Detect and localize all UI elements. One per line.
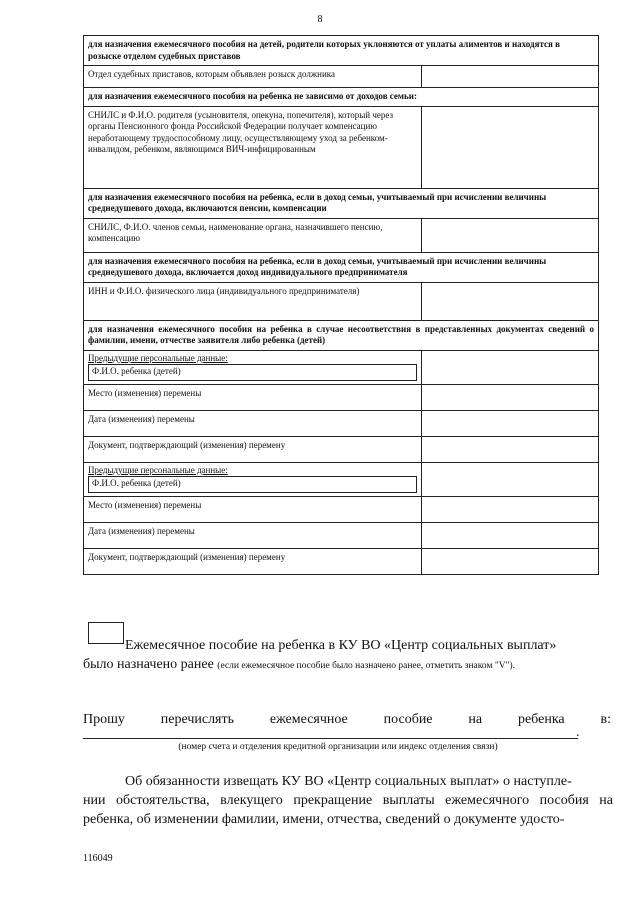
inn-field[interactable]	[422, 282, 599, 320]
footer-code: 116049	[83, 853, 113, 864]
table-row	[84, 350, 599, 384]
payment-request-line	[83, 710, 611, 729]
table-row	[84, 106, 599, 188]
child-name-field[interactable]	[422, 350, 599, 384]
request-word: в:	[600, 712, 611, 727]
previous-data-label: Предыдущие персональные данные:	[88, 352, 228, 363]
change-document-field[interactable]	[422, 549, 599, 575]
obligation-line1: Об обязанности извещать КУ ВО «Центр социальных выплат» о наступле-	[125, 774, 572, 789]
previous-assignment-line1: Ежемесячное пособие на ребенка в КУ ВО «Центр социальных выплат»	[125, 638, 557, 653]
section-header: для назначения ежемесячного пособия на ребенка в случае несоответствия в представленных документах сведений о фамилии, имени, отчестве заявителя либо ребенка (детей)	[84, 320, 599, 350]
field-label: Документ, подтверждающий (изменения) перемену	[84, 549, 422, 575]
income-independent-section-header	[84, 88, 599, 107]
pensions-section-header	[84, 188, 599, 218]
field-label: Документ, подтверждающий (изменения) перемену	[84, 437, 422, 463]
change-place-field[interactable]	[422, 497, 599, 523]
table-row	[84, 497, 599, 523]
section-header: для назначения ежемесячного пособия на детей, родители которых уклоняются от уплаты алиментов и находятся в розыске отделом судебных приставов	[84, 36, 599, 66]
request-word: перечислять	[160, 712, 234, 727]
table-row	[84, 437, 599, 463]
section-header: для назначения ежемесячного пособия на ребенка, если в доход семьи, учитываемый при исчислении величины среднедушевого дохода, включаются пенсии, компенсации	[84, 188, 599, 218]
section-header: для назначения ежемесячного пособия на ребенка не зависимо от доходов семьи:	[84, 88, 599, 107]
table-row	[84, 66, 599, 88]
field-label: Место (изменения) перемены	[84, 385, 422, 411]
change-date-field[interactable]	[422, 523, 599, 549]
subgroup-cell	[84, 350, 422, 384]
previous-data-label: Предыдущие персональные данные:	[88, 465, 228, 476]
field-label: Ф.И.О. ребенка (детей)	[88, 476, 417, 494]
field-label: СНИЛС, Ф.И.О. членов семьи, наименование органа, назначившего пенсию, компенсацию	[84, 218, 422, 252]
field-label: Ф.И.О. ребенка (детей)	[88, 364, 417, 382]
table-row	[84, 218, 599, 252]
table-row	[84, 463, 599, 497]
subgroup-cell	[84, 463, 422, 497]
obligation-text: нии обстоятельства, влекущего прекращение выплаты ежемесячного пособия на ребенка, об изменении фамилии, имени, отчества, сведений о документе удосто-	[83, 793, 613, 828]
field-label: Дата (изменения) перемены	[84, 411, 422, 437]
field-label: Отдел судебных приставов, которым объявлен розыск должника	[84, 66, 422, 88]
child-name-field[interactable]	[422, 463, 599, 497]
snils-caregiver-field[interactable]	[422, 106, 599, 188]
request-word: на	[468, 712, 483, 727]
table-row	[84, 385, 599, 411]
previous-assignment-note: (если ежемесячное пособие было назначено ранее, отметить знаком "V").	[217, 661, 515, 672]
previous-assignment-text	[83, 636, 613, 674]
request-word: Прошу	[83, 712, 125, 727]
table-row	[84, 411, 599, 437]
request-word: пособие	[383, 712, 433, 727]
section-header: для назначения ежемесячного пособия на ребенка, если в доход семьи, учитываемый при исчислении величины среднедушевого дохода, включается доход индивидуального предпринимателя	[84, 252, 599, 282]
field-label: ИНН и Ф.И.О. физического лица (индивидуального предпринимателя)	[84, 282, 422, 320]
change-document-field[interactable]	[422, 437, 599, 463]
previous-assignment-line2	[83, 655, 613, 674]
change-place-field[interactable]	[422, 385, 599, 411]
field-label: СНИЛС и Ф.И.О. родителя (усыновителя, опекуна, попечителя), который через органы Пенсионного фонда Российской Федерации получает компенсацию неработающему трудоспособному лицу, осуществляющему уход за ребенком-инвалидом, ребенком, являющимся ВИЧ-инфицированным	[84, 106, 422, 188]
request-word: ежемесячное	[269, 712, 348, 727]
obligation-paragraph	[83, 772, 613, 829]
name-mismatch-section-header	[84, 320, 599, 350]
alimony-section-header	[84, 36, 599, 66]
pensions-field[interactable]	[422, 218, 599, 252]
application-form-table	[83, 35, 599, 575]
table-row	[84, 282, 599, 320]
request-word: ребенка	[517, 712, 565, 727]
entrepreneur-section-header	[84, 252, 599, 282]
field-label: Место (изменения) перемены	[84, 497, 422, 523]
previous-assignment-label: было назначено ранее	[83, 657, 214, 673]
account-end-dot: .	[576, 725, 580, 740]
table-row	[84, 549, 599, 575]
account-caption: (номер счета и отделения кредитной организации или индекс отделения связи)	[178, 742, 498, 752]
account-number-field[interactable]	[83, 738, 578, 739]
table-row	[84, 523, 599, 549]
change-date-field[interactable]	[422, 411, 599, 437]
field-label: Дата (изменения) перемены	[84, 523, 422, 549]
page-number: 8	[317, 14, 323, 25]
bailiff-department-field[interactable]	[422, 66, 599, 88]
